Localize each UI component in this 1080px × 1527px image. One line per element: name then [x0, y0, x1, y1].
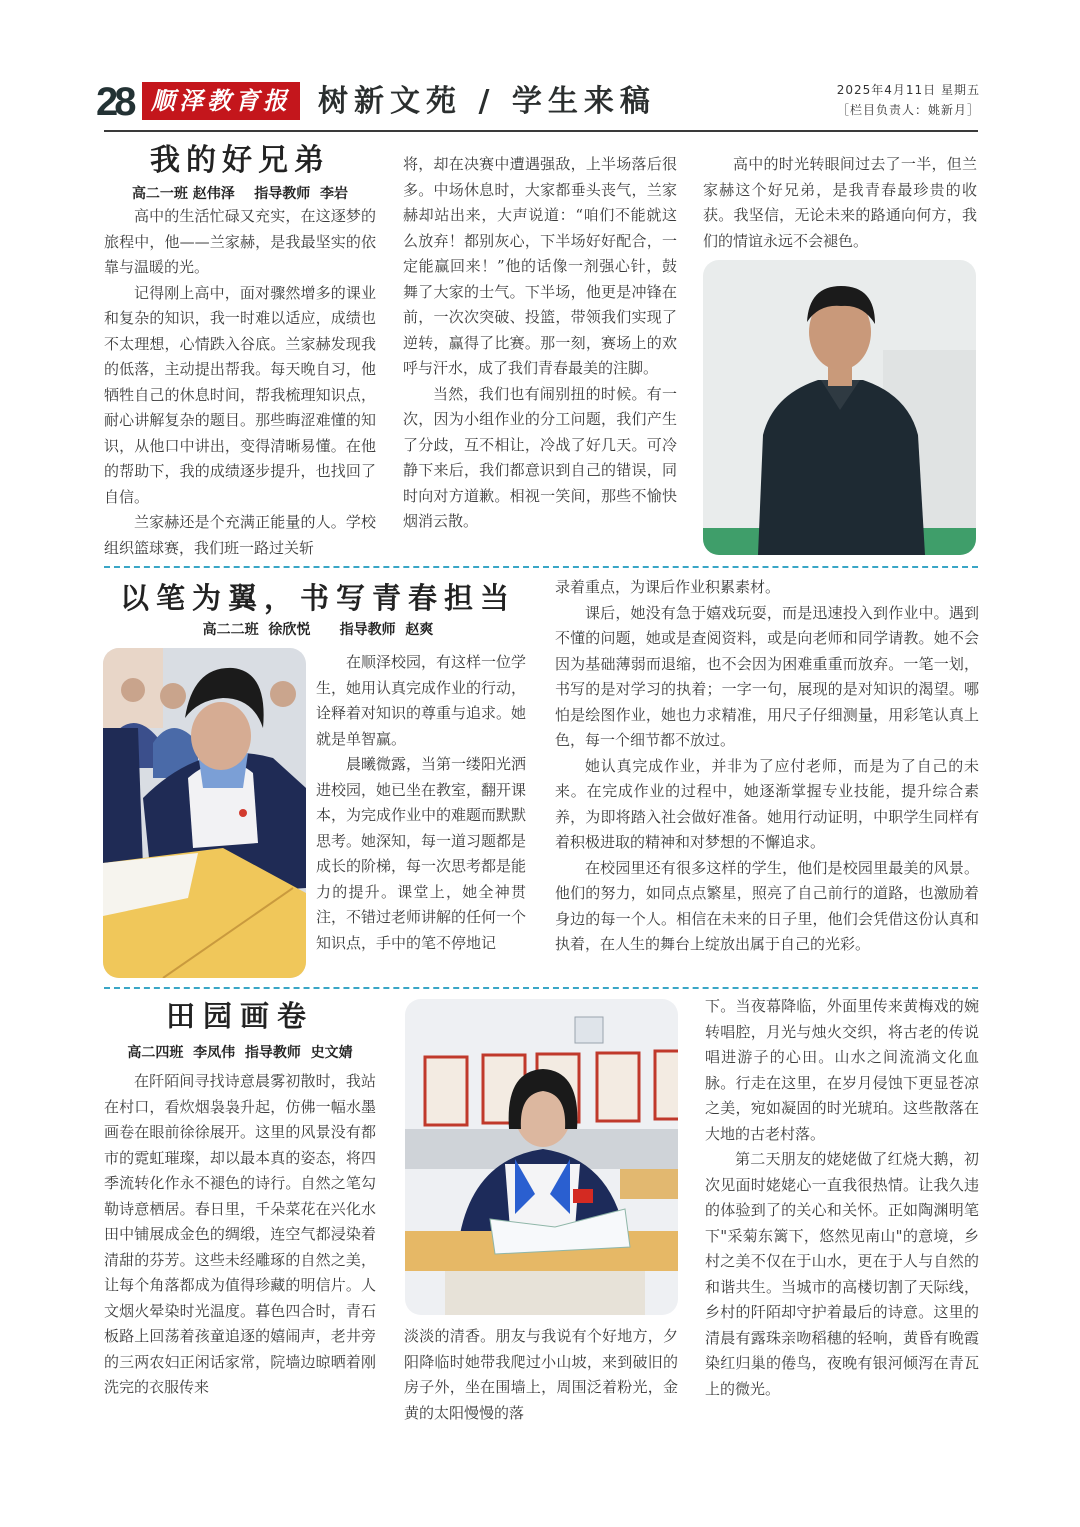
article-column [555, 575, 979, 958]
article-divider [104, 566, 978, 568]
newspaper-logo: 顺泽教育报 [142, 82, 300, 120]
article-column [703, 152, 977, 254]
header-divider [104, 130, 978, 132]
paragraph: 在校园里还有很多这样的学生，他们是校园里最美的风景。他们的努力，如同点点繁星，照亮了自己前行的道路，也激励着身边的每一个人。相信在未来的日子里，他们会凭借这份认真和执着，在人生的舞台上绽放出属于自己的光彩。 [555, 858, 979, 953]
issue-date: 2025年4月11日 星期五 [836, 83, 980, 97]
paragraph: 将，却在决赛中遭遇强敌，上半场落后很多。中场休息时，大家都垂头丧气，兰家赫却站出来，大声说道：“咱们不能就这么放弃！都别灰心，下半场好好配合，一定能赢回来！”他的话像一剂强心针，鼓舞了大家的士气。下半场，他更是冲锋在前，一次次突破、投篮，带领我们实现了逆转，赢得了比赛。那一刻，赛场上的欢呼与汗水，成了我们青春最美的注脚。 [403, 155, 677, 377]
paragraph: 高中的时光转眼间过去了一半，但兰家赫这个好兄弟，是我青春最珍贵的收获。我坚信，无论未来的路通向何方，我们的情谊永远不会褪色。 [703, 155, 977, 250]
paragraph: 课后，她没有急于嬉戏玩耍，而是迅速投入到作业中。遇到不懂的问题，她或是查阅资料，或是向老师和同学请教。她不会因为基础薄弱而退缩，也不会因为困难重重而放弃。一笔一划，书写的是对学习的执着；一字一句，展现的是对知识的渴望。哪怕是绘图作业，她也力求精准，用尺子仔细测量，用彩笔认真上色，每一个细节都不放过。 [555, 603, 979, 749]
article-column [316, 650, 526, 956]
portrait-image [703, 260, 976, 555]
column-editor: ［栏目负责人：姚新月］ [836, 103, 980, 117]
section-title: 树新文苑 / 学生来稿 [318, 84, 656, 119]
article-column [104, 204, 376, 561]
classroom-reading-image [405, 999, 678, 1315]
paragraph: 晨曦微露，当第一缕阳光洒进校园，她已坐在教室，翻开课本，为完成作业中的难题而默默思考。她深知，每一道习题都是成长的阶梯，每一次思考都是能力的提升。课堂上，她全神贯注，不错过老师讲解的任何一个知识点，手中的笔不停地记 [316, 755, 527, 952]
paragraph: 在顺泽校园，有这样一位学生，她用认真完成作业的行动，诠释着对知识的尊重与追求。她就是单智赢。 [316, 653, 527, 748]
paragraph: 高中的生活忙碌又充实，在这逐梦的旅程中，他——兰家赫，是我最坚实的依靠与温暖的光。 [104, 207, 376, 276]
paragraph: 当然，我们也有闹别扭的时候。有一次，因为小组作业的分工问题，我们产生了分歧，互不相让，冷战了好几天。可冷静下来后，我们都意识到自己的错误，同时向对方道歉。相视一笑间，那些不愉快烟消云散。 [403, 384, 677, 530]
paragraph: 下。当夜幕降临，外面里传来黄梅戏的婉转唱腔，月光与烛火交织，将古老的传说唱进游子的心田。山水之间流淌文化血脉。行走在这里，在岁月侵蚀下更显苍凉之美，宛如凝固的时光琥珀。这些散落在大地的古老村落。 [705, 997, 979, 1143]
paragraph: 记得刚上高中，面对骤然增多的课业和复杂的知识，我一时难以适应，成绩也不太理想，心情跌入谷底。兰家赫发现我的低落，主动提出帮我。每天晚自习，他牺牲自己的休息时间，帮我梳理知识点，耐心讲解复杂的题目。那些晦涩难懂的知识，从他口中讲出，变得清晰易懂。在他的帮助下，我的成绩逐步提升，也找回了自信。 [104, 283, 376, 506]
paragraph: 她认真完成作业，并非为了应付老师，而是为了自己的未来。在完成作业的过程中，她逐渐掌握专业技能，提升综合素养，为即将踏入社会做好准备。她用行动证明，中职学生同样有着积极进取的精神和对梦想的不懈追求。 [555, 756, 979, 851]
paragraph: 录着重点，为课后作业积累素材。 [555, 578, 781, 596]
photo-student-reading [405, 999, 678, 1315]
masthead [96, 80, 980, 130]
paragraph: 淡淡的清香。朋友与我说有个好地方，夕阳降临时她带我爬过小山坡，来到破旧的房子外，坐在围墙上，周围泛着粉光，金黄的太阳慢慢的落 [404, 1327, 678, 1422]
article-title: 我的好兄弟 [150, 143, 330, 178]
page-number: 28 [96, 80, 133, 124]
classroom-image [103, 648, 306, 978]
paragraph: 在阡陌间寻找诗意晨雾初散时，我站在村口，看炊烟袅袅升起，仿佛一幅水墨画卷在眼前徐徐展开。这里的风景没有都市的霓虹璀璨，却以最本真的姿态，将四季流转化作永不褪色的诗行。自然之笔勾勒诗意栖居。春日里，千朵菜花在兴化水田中铺展成金色的绸缎，连空气都浸染着清甜的芬芳。这些未经雕琢的自然之美，让每个角落都成为值得珍藏的明信片。人文烟火晕染时光温度。暮色四合时，青石板路上回荡着孩童追逐的嬉闹声，老井旁的三两农妇正闲话家常，院墙边晾晒着刚洗完的衣服传来 [104, 1072, 376, 1396]
photo-student-writing [103, 648, 306, 978]
paragraph: 第二天朋友的姥姥做了红烧大鹅，初次见面时姥姥心一直我很热情。让我久违的体验到了的关心和关怀。正如陶渊明笔下"采菊东篱下，悠然见南山"的意境，乡村之美不仅在于山水，更在于人与自然的和谐共生。当城市的高楼切割了天际线，乡村的阡陌却守护着最后的诗意。这里的清晨有露珠亲吻稻穗的轻响，黄昏有晚霞染红归巢的倦鸟，夜晚有银河倾泻在青瓦上的微光。 [705, 1150, 979, 1398]
article-title: 田园画卷 [165, 999, 314, 1033]
article-column [403, 152, 677, 535]
article-column [705, 994, 979, 1402]
paragraph: 兰家赫还是个充满正能量的人。学校组织篮球赛，我们班一路过关斩 [104, 513, 376, 557]
issue-info [837, 80, 980, 120]
article-byline: 高二二班 徐欣悦 指导教师 赵爽 [202, 622, 434, 638]
article-divider [104, 987, 978, 989]
photo-student-portrait [703, 260, 976, 555]
article-column [104, 1069, 376, 1401]
article-byline: 高二一班 赵伟泽 指导教师 李岩 [131, 186, 349, 202]
article-title: 以笔为翼，书写青春担当 [119, 581, 516, 615]
article-byline: 高二四班 李凤伟 指导教师 史文婧 [127, 1045, 353, 1061]
article-column [404, 1324, 678, 1426]
